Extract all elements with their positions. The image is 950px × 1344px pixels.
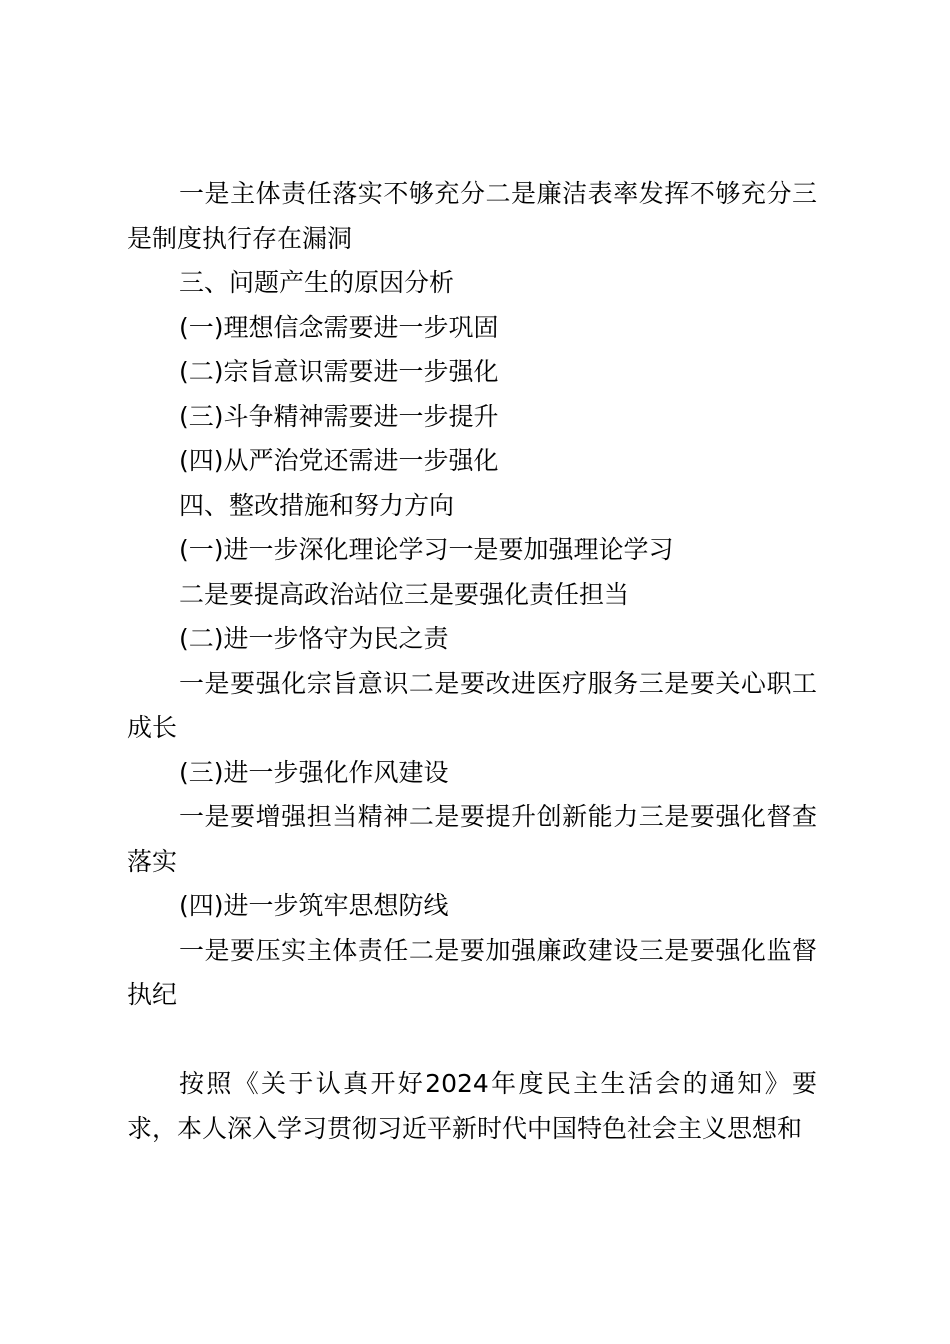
paragraph-responsibility-issues: 一是主体责任落实不够充分二是廉洁表率发挥不够充分三是制度执行存在漏洞 (127, 179, 817, 253)
paragraph-introduction: 按照《关于认真开好2024年度民主生活会的通知》要求，本人深入学习贯彻习近平新时代中国特色社会主义思想和 (127, 1069, 817, 1143)
paragraph-measure-2-title: (二)进一步恪守为民之责 (179, 624, 449, 653)
paragraph-measure-1-title: (一)进一步深化理论学习一是要加强理论学习 (179, 535, 674, 564)
paragraph-measure-4-detail: 一是要压实主体责任二是要加强廉政建设三是要强化监督执纪 (127, 935, 817, 1009)
document-body (127, 172, 817, 1151)
heading-rectification-measures: 四、整改措施和努力方向 (179, 490, 455, 520)
heading-cause-analysis: 三、问题产生的原因分析 (179, 268, 455, 297)
paragraph-cause-2: (二)宗旨意识需要进一步强化 (179, 357, 499, 386)
paragraph-measure-3-title: (三)进一步强化作风建设 (179, 757, 449, 787)
paragraph-measure-4-title: (四)进一步筑牢思想防线 (179, 891, 449, 920)
paragraph-cause-4: (四)从严治党还需进一步强化 (179, 446, 499, 475)
paragraph-measure-3-detail: 一是要增强担当精神二是要提升创新能力三是要强化督查落实 (127, 802, 817, 876)
paragraph-gap (127, 1018, 817, 1063)
paragraph-cause-1: (一)理想信念需要进一步巩固 (179, 312, 499, 342)
paragraph-measure-1-detail: 二是要提高政治站位三是要强化责任担当 (179, 579, 630, 609)
paragraph-measure-2-detail: 一是要强化宗旨意识二是要改进医疗服务三是要关心职工成长 (127, 668, 817, 742)
paragraph-cause-3: (三)斗争精神需要进一步提升 (179, 401, 499, 431)
